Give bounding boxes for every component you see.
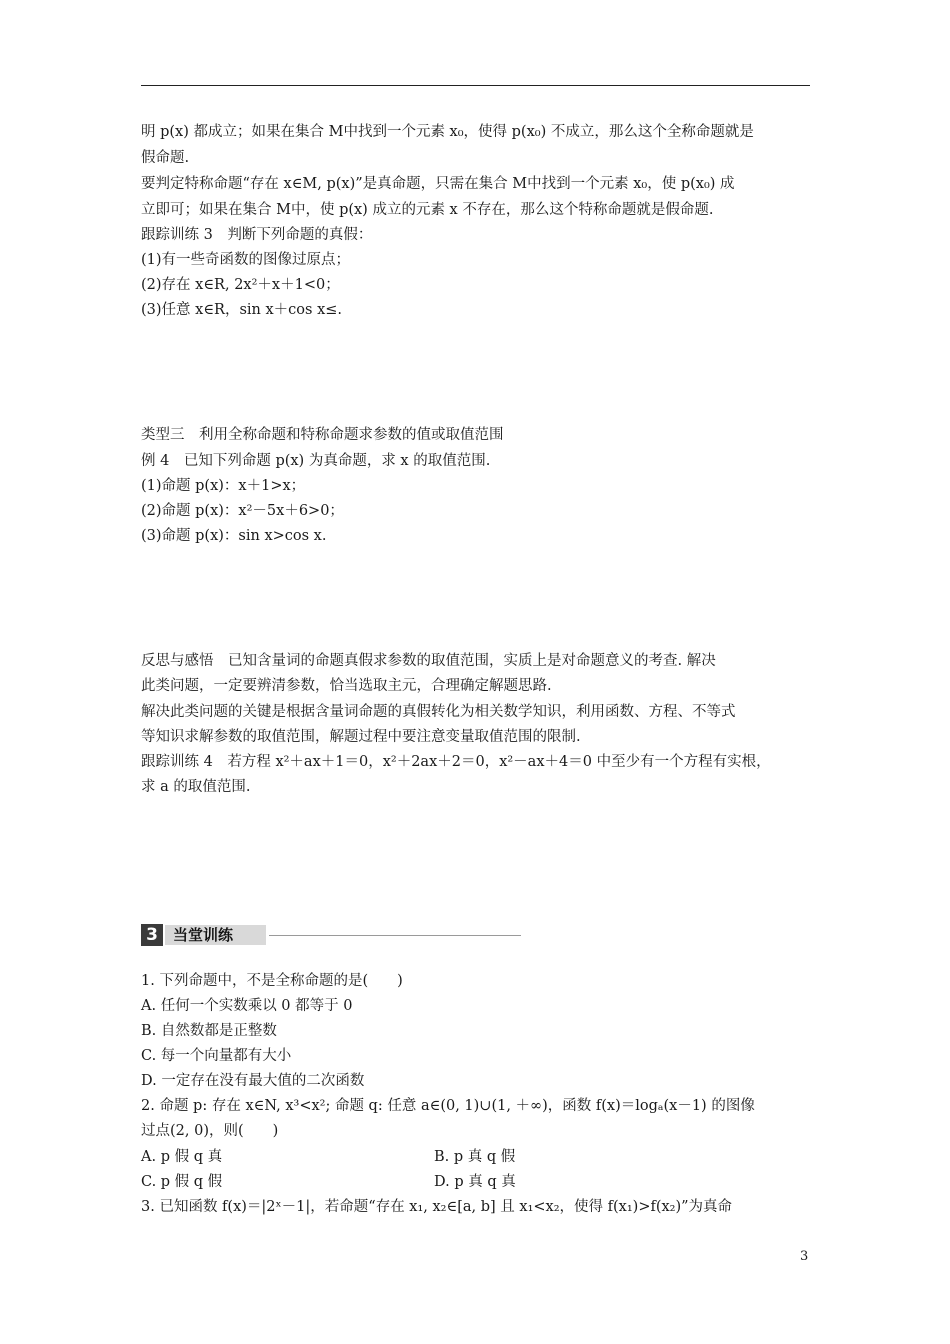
q2-stem-line: 过点(2, 0)，则( ) [141, 1123, 279, 1139]
example4-item: (1)命题 p(x)：x＋1>x； [141, 478, 306, 494]
training3-item: (1)有一些奇函数的图像过原点； [141, 252, 351, 268]
q1-stem: 1. 下列命题中，不是全称命题的是( ) [141, 973, 403, 989]
text-line: 立即可；如果在集合 M中，使 p(x) 成立的元素 x 不存在，那么这个特称命题就是假命题. [141, 202, 714, 218]
training4-line: 跟踪训练 4 若方程 x²＋ax＋1＝0，x²＋2ax＋2＝0，x²－ax＋4＝0 中至少有一个方程有实根， [141, 754, 771, 770]
q1-option-b: B. 自然数都是正整数 [141, 1023, 277, 1039]
section-title: 当堂训练 [173, 926, 234, 944]
q1-option-d: D. 一定存在没有最大值的二次函数 [141, 1073, 365, 1089]
text-line: 假命题. [141, 150, 190, 166]
q2-option-a: A. p 假 q 真 [141, 1149, 223, 1165]
example4-item: (3)命题 p(x)：sin x>cos x. [141, 528, 327, 544]
text-line: 要判定特称命题“存在 x∈M, p(x)”是真命题，只需在集合 M中找到一个元素 x₀，使 p(x₀) 成 [141, 176, 735, 192]
section-header [141, 924, 521, 948]
training3-title: 跟踪训练 3 判断下列命题的真假： [141, 227, 373, 243]
q3-stem-line: 3. 已知函数 f(x)＝|2ˣ－1|，若命题“存在 x₁, x₂∈[a, b] 且 x₁<x₂，使得 f(x₁)>f(x₂)”为真命 [141, 1199, 733, 1215]
section-number: 3 [141, 924, 163, 946]
example4-item: (2)命题 p(x)：x²－5x＋6>0； [141, 503, 344, 519]
header-rule [141, 85, 810, 86]
example4-stem: 例 4 已知下列命题 p(x) 为真命题，求 x 的取值范围. [141, 453, 491, 469]
reflection-line: 解决此类问题的关键是根据含量词命题的真假转化为相关数学知识，利用函数、方程、不等式 [141, 704, 736, 720]
q2-option-b: B. p 真 q 假 [434, 1149, 516, 1165]
q2-option-c: C. p 假 q 假 [141, 1174, 223, 1190]
page-number: 3 [800, 1249, 809, 1264]
q2-stem-line: 2. 命题 p: 存在 x∈N, x³<x²; 命题 q: 任意 a∈(0, 1)∪(1, ＋∞)，函数 f(x)＝logₐ(x－1) 的图像 [141, 1098, 755, 1114]
training4-line: 求 a 的取值范围. [141, 779, 251, 795]
q1-option-c: C. 每一个向量都有大小 [141, 1048, 292, 1064]
reflection-line: 等知识求解参数的取值范围，解题过程中要注意变量取值范围的限制. [141, 729, 581, 745]
text-line: 明 p(x) 都成立；如果在集合 M中找到一个元素 x₀，使得 p(x₀) 不成立，那么这个全称命题就是 [141, 124, 754, 140]
reflection-line: 此类问题，一定要辨清参数，恰当选取主元，合理确定解题思路. [141, 678, 552, 694]
training3-item: (3)任意 x∈R，sin x＋cos x≤. [141, 302, 343, 318]
training3-item: (2)存在 x∈R, 2x²＋x＋1<0； [141, 277, 340, 293]
q2-option-d: D. p 真 q 真 [434, 1174, 516, 1190]
type3-title: 类型三 利用全称命题和特称命题求参数的值或取值范围 [141, 427, 504, 443]
section-divider [269, 935, 521, 936]
q1-option-a: A. 任何一个实数乘以 0 都等于 0 [141, 998, 353, 1014]
reflection-line: 反思与感悟 已知含量词的命题真假求参数的取值范围，实质上是对命题意义的考查. 解决 [141, 653, 716, 669]
